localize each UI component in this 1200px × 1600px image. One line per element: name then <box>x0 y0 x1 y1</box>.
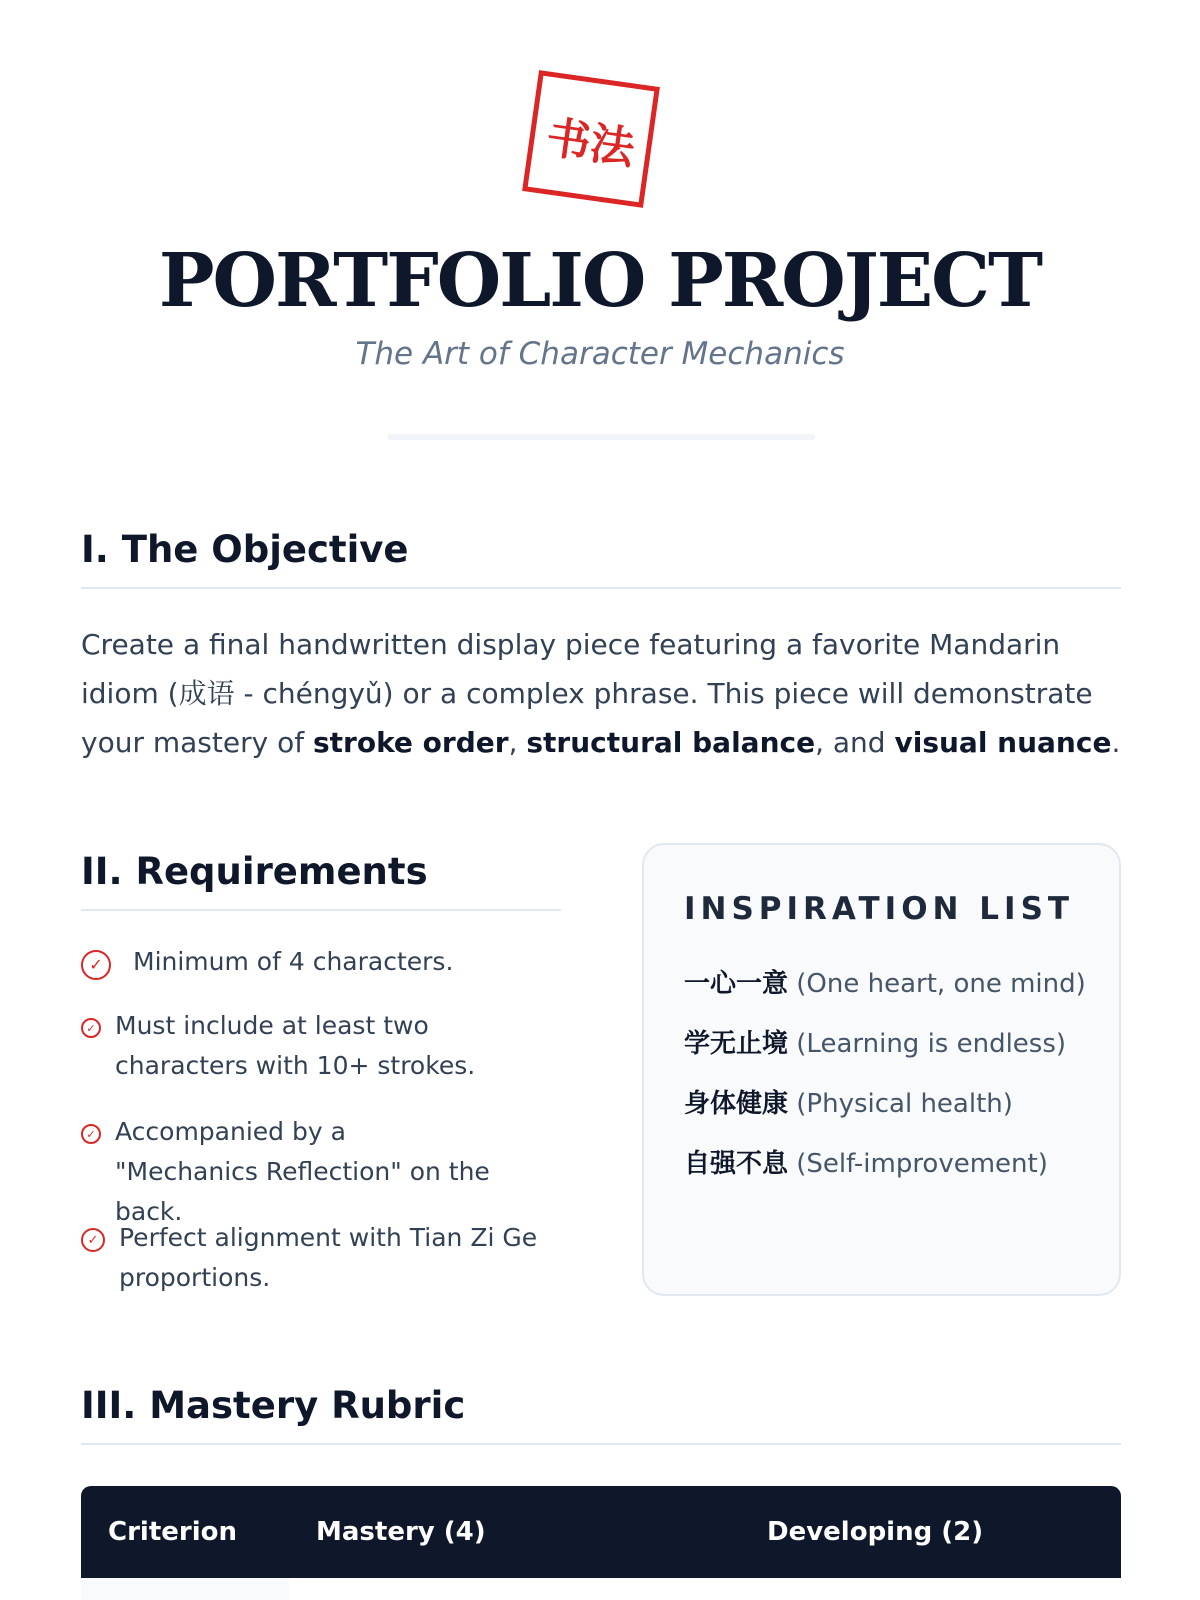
calligraphy-seal <box>522 70 660 208</box>
objective-sep-1: , <box>508 726 527 759</box>
rubric-table-header <box>81 1486 1121 1578</box>
requirements-heading: II. Requirements <box>81 850 561 911</box>
idiom-chinese: 学无止境 <box>684 1029 789 1059</box>
column-header-mastery: Mastery (4) <box>316 1517 486 1547</box>
rubric-heading: III. Mastery Rubric <box>81 1384 1121 1445</box>
objective-end: . <box>1111 726 1121 759</box>
list-item <box>81 1112 521 1232</box>
objective-bold-structural-balance: structural balance <box>526 726 816 759</box>
inspiration-item <box>684 1083 1013 1120</box>
column-header-developing: Developing (2) <box>767 1517 984 1547</box>
idiom-chinese: 身体健康 <box>684 1089 789 1119</box>
title-divider <box>387 434 815 440</box>
idiom-translation: (Learning is endless) <box>796 1029 1067 1059</box>
objective-bold-stroke-order: stroke order <box>312 726 509 759</box>
seal-text: 书法 <box>543 112 638 175</box>
check-circle-icon: ✓ <box>81 950 111 980</box>
inspiration-item <box>684 1143 1048 1180</box>
idiom-translation: (One heart, one mind) <box>796 969 1086 999</box>
list-item <box>81 1006 521 1086</box>
page-title: PORTFOLIO PROJECT <box>158 238 1042 324</box>
inspiration-title: INSPIRATION LIST <box>684 891 1075 927</box>
idiom-translation: (Physical health) <box>796 1089 1013 1119</box>
requirement-text: Accompanied by a "Mechanics Reflection" on the back. <box>115 1117 490 1226</box>
requirement-text: Perfect alignment with Tian Zi Ge proportions. <box>119 1223 538 1292</box>
idiom-chinese: 一心一意 <box>684 969 789 999</box>
list-item <box>81 1218 551 1298</box>
inspiration-item <box>684 963 1086 1000</box>
column-header-criterion: Criterion <box>108 1517 237 1547</box>
check-circle-icon: ✓ <box>81 1228 105 1252</box>
objective-bold-visual-nuance: visual nuance <box>894 726 1112 759</box>
objective-paragraph <box>81 620 1121 767</box>
requirement-text: Minimum of 4 characters. <box>133 947 454 976</box>
page-subtitle: The Art of Character Mechanics <box>355 336 845 372</box>
table-row <box>81 1578 289 1600</box>
check-circle-icon: ✓ <box>81 1124 101 1144</box>
objective-sep-2: , and <box>815 726 895 759</box>
idiom-chinese: 自强不息 <box>684 1149 789 1179</box>
requirement-text: Must include at least two characters with 10+ strokes. <box>115 1011 476 1080</box>
check-circle-icon: ✓ <box>81 1018 101 1038</box>
inspiration-item <box>684 1023 1066 1060</box>
list-item <box>81 942 551 982</box>
objective-heading: I. The Objective <box>81 528 1121 589</box>
objective-text-1: Create a final handwritten display piece featuring a favorite Mandarin idiom (成语 - chéngyǔ) or a complex phrase. This piece will demonstrate your mastery of <box>81 628 1093 759</box>
idiom-translation: (Self-improvement) <box>796 1149 1048 1179</box>
inspiration-card <box>642 843 1121 1296</box>
